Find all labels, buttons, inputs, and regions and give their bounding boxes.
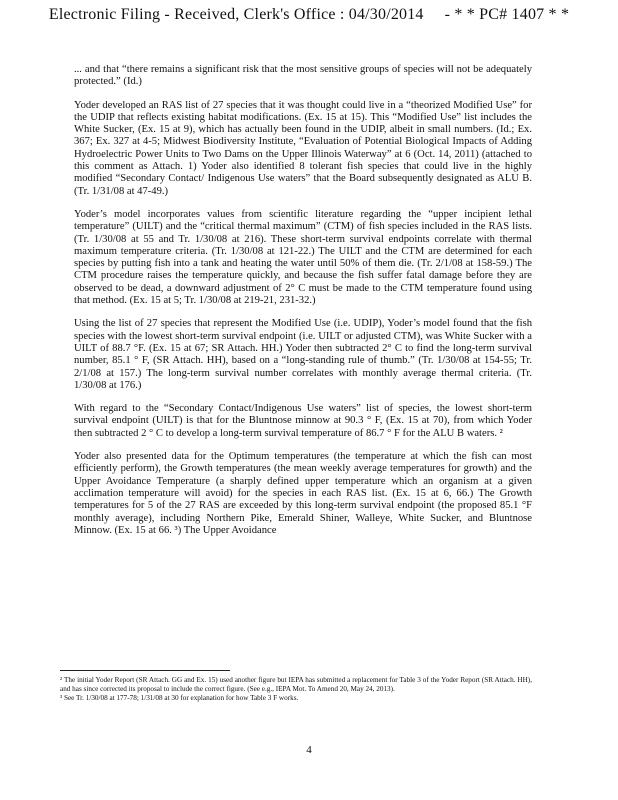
paragraph-4: Using the list of 27 species that represent the Modified Use (i.e. UDIP), Yoder’s model found that the fish species with the lowest short-term survival endpoint (i.e. UILT or adjusted CTM), was White Sucker with a UILT of 88.7 °F. (Ex. 15 at 67; SR Attach. HH.) Yoder then subtracted 2° C to find the long-term survival number, 85.1 ° F, (SR Attach. HH), based on a “long-standing rule of thumb.” (Tr. 1/30/08 at 154-55; Tr. 2/1/08 at 157.) The long-term survival number correlates with monthly average thermal criteria. (Tr. 1/30/08 at 176.) — [74, 318, 532, 391]
footnote-3: ³ See Tr. 1/30/08 at 177-78; 1/31/08 at 30 for explanation for how Table 3 F works. — [60, 694, 299, 703]
page-number: 4 — [306, 744, 312, 756]
paragraph-3: Yoder’s model incorporates values from scientific literature regarding the “upper incipient lethal temperature” (UILT) and the “critical thermal maximum” (CTM) of fish species included in the RAS lists. (Tr. 1/30/08 at 55 and Tr. 1/30/08 at 216). These short-term survival endpoints correlate with thermal maximum temperature criteria. (Tr. 1/30/08 at 121-22.) The UILT and the CTM are determined for each species by putting fish into a tank and heating the water until 50% of them die. (Tr. 2/1/08 at 158-59.) The CTM procedure raises the temperature quickly, and because the fish suffer fatal damage before they are observed to be dead, a downward adjustment of 2° C must be made to the CTM temperature found using that method. (Ex. 15 at 5; Tr. 1/30/08 at 219-21, 231-32.) — [74, 208, 532, 307]
footnote-2: ² The initial Yoder Report (SR Attach. GG and Ex. 15) used another figure but IEPA has submitted a replacement for Table 3 of the Yoder Report (SR Attach. HH), and has since corrected its proposal to include the correct figure. (See e.g., IEPA Mot. To Amend 20, May 24, 2013). — [60, 676, 532, 693]
footnotes — [60, 676, 532, 704]
footnote-divider — [60, 670, 230, 671]
document-body — [74, 64, 532, 548]
paragraph-5: With regard to the “Secondary Contact/Indigenous Use waters” list of species, the lowest short-term survival endpoint (UILT) is that for the Bluntnose minnow at 90.3 ° F, (Ex. 15 at 70), from which Yoder then subtracted 2 ° C to develop a long-term survival temperature of 86.7 ° F for the ALU B waters. ² — [74, 403, 532, 439]
pc-number: - * * PC# 1407 * * — [444, 6, 570, 23]
filing-header — [0, 6, 618, 24]
paragraph-1: ... and that “there remains a significant risk that the most sensitive groups of species will not be adequately protected.” (Id.) — [74, 64, 532, 88]
paragraph-2: Yoder developed an RAS list of 27 species that it was thought could live in a “theorized Modified Use” for the UDIP that reflects existing habitat modifications. (Ex. 15 at 15). This “Modified Use” list includes the White Sucker, (Ex. 15 at 9), which has actually been found in the UDIP, albeit in small numbers. (Id.; Ex. 367; Ex. 327 at 4-5; Midwest Biodiversity Institute, “Evaluation of Potential Biological Impacts of Adding Hydroelectric Power Units to Two Dams on the Upper Illinois Waterway” at 6 (Oct. 14, 2011) (attached to this comment as Attach. 1) Yoder also identified 8 tolerant fish species that could live in the highly modified “Secondary Contact/ Indigenous Use waters” that the Board subsequently designated as ALU B. (Tr. 1/31/08 at 47-49.) — [74, 99, 532, 197]
filing-stamp: Electronic Filing - Received, Clerk's Office : 04/30/2014 — [48, 6, 424, 23]
paragraph-6: Yoder also presented data for the Optimum temperatures (the temperature at which the fish can most efficiently perform), the Growth temperatures (the mean weekly average temperatures for growth) and the Upper Avoidance Temperature (a sharply defined upper temperature which an organism at a given acclimation temperature will avoid) for the species in each RAS list. (Ex. 15 at 6, 66.) The Growth temperatures for 5 of the 27 RAS are exceeded by this long-term survival endpoint (the proposed 85.1 °F monthly average), including Northern Pike, Emerald Shiner, Walleye, White Sucker, and Bluntnose Minnow. (Ex. 15 at 66. ³) The Upper Avoidance — [74, 451, 532, 536]
